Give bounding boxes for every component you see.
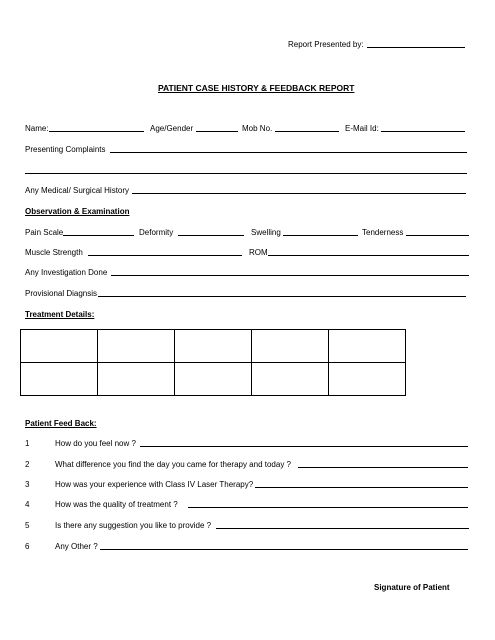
feedback-question: Any Other ?: [55, 542, 98, 551]
feedback-question: What difference you find the day you came for therapy and today ?: [55, 460, 291, 469]
feedback-num: 5: [25, 521, 30, 530]
feedback-num: 4: [25, 500, 30, 509]
feedback-answer-field[interactable]: [140, 446, 468, 447]
table-cell[interactable]: [98, 363, 175, 396]
table-cell[interactable]: [98, 330, 175, 363]
medical-history-label: Any Medical/ Surgical History: [25, 186, 130, 195]
muscle-strength-field[interactable]: [88, 255, 242, 256]
table-row: [21, 330, 406, 363]
table-row: [21, 363, 406, 396]
feedback-num: 3: [25, 480, 30, 489]
mob-no-label: Mob No.: [242, 124, 273, 133]
name-label: Name:: [25, 124, 49, 133]
swelling-field[interactable]: [283, 235, 358, 236]
rom-label: ROM: [249, 248, 268, 257]
observation-heading: Observation & Examination: [25, 207, 130, 216]
feedback-num: 2: [25, 460, 30, 469]
pain-scale-field[interactable]: [63, 235, 134, 236]
email-label: E-Mail Id:: [345, 124, 379, 133]
name-field[interactable]: [49, 131, 144, 132]
investigation-field[interactable]: [111, 275, 469, 276]
presenting-complaints-field-2[interactable]: [25, 173, 467, 174]
email-field[interactable]: [381, 131, 465, 132]
diagnosis-label: Provisional Diagnsis: [25, 289, 98, 298]
presenting-complaints-field[interactable]: [110, 152, 467, 153]
age-gender-field[interactable]: [196, 131, 238, 132]
treatment-heading: Treatment Details:: [25, 310, 95, 319]
feedback-answer-field[interactable]: [216, 528, 469, 529]
table-cell[interactable]: [175, 330, 252, 363]
feedback-num: 1: [25, 439, 30, 448]
report-presented-by-field[interactable]: [367, 47, 465, 48]
feedback-question: How was your experience with Class IV Laser Therapy?: [55, 480, 254, 489]
page-title: PATIENT CASE HISTORY & FEEDBACK REPORT: [158, 83, 355, 93]
presenting-complaints-label: Presenting Complaints: [25, 145, 106, 154]
muscle-strength-label: Muscle Strength: [25, 248, 83, 257]
pain-scale-label: Pain Scale: [25, 228, 64, 237]
mob-no-field[interactable]: [275, 131, 339, 132]
tenderness-label: Tenderness: [362, 228, 404, 237]
feedback-answer-field[interactable]: [188, 507, 468, 508]
feedback-num: 6: [25, 542, 30, 551]
treatment-table: [20, 329, 406, 396]
age-gender-label: Age/Gender: [150, 124, 194, 133]
signature-label: Signature of Patient: [374, 583, 450, 592]
deformity-field[interactable]: [178, 235, 244, 236]
feedback-answer-field[interactable]: [255, 487, 468, 488]
table-cell[interactable]: [329, 363, 406, 396]
tenderness-field[interactable]: [406, 235, 469, 236]
feedback-answer-field[interactable]: [298, 467, 468, 468]
feedback-question: How do you feel now ?: [55, 439, 136, 448]
feedback-answer-field[interactable]: [100, 549, 468, 550]
deformity-label: Deformity: [139, 228, 174, 237]
investigation-label: Any Investigation Done: [25, 268, 108, 277]
medical-history-field[interactable]: [132, 193, 466, 194]
diagnosis-field[interactable]: [98, 296, 466, 297]
swelling-label: Swelling: [251, 228, 281, 237]
report-presented-by-label: Report Presented by:: [288, 40, 364, 49]
rom-field[interactable]: [268, 255, 469, 256]
feedback-heading: Patient Feed Back:: [25, 419, 97, 428]
table-cell[interactable]: [329, 330, 406, 363]
table-cell[interactable]: [175, 363, 252, 396]
table-cell[interactable]: [252, 363, 329, 396]
feedback-question: Is there any suggestion you like to provide ?: [55, 521, 212, 530]
table-cell[interactable]: [21, 363, 98, 396]
table-cell[interactable]: [21, 330, 98, 363]
table-cell[interactable]: [252, 330, 329, 363]
feedback-question: How was the quality of treatment ?: [55, 500, 178, 509]
